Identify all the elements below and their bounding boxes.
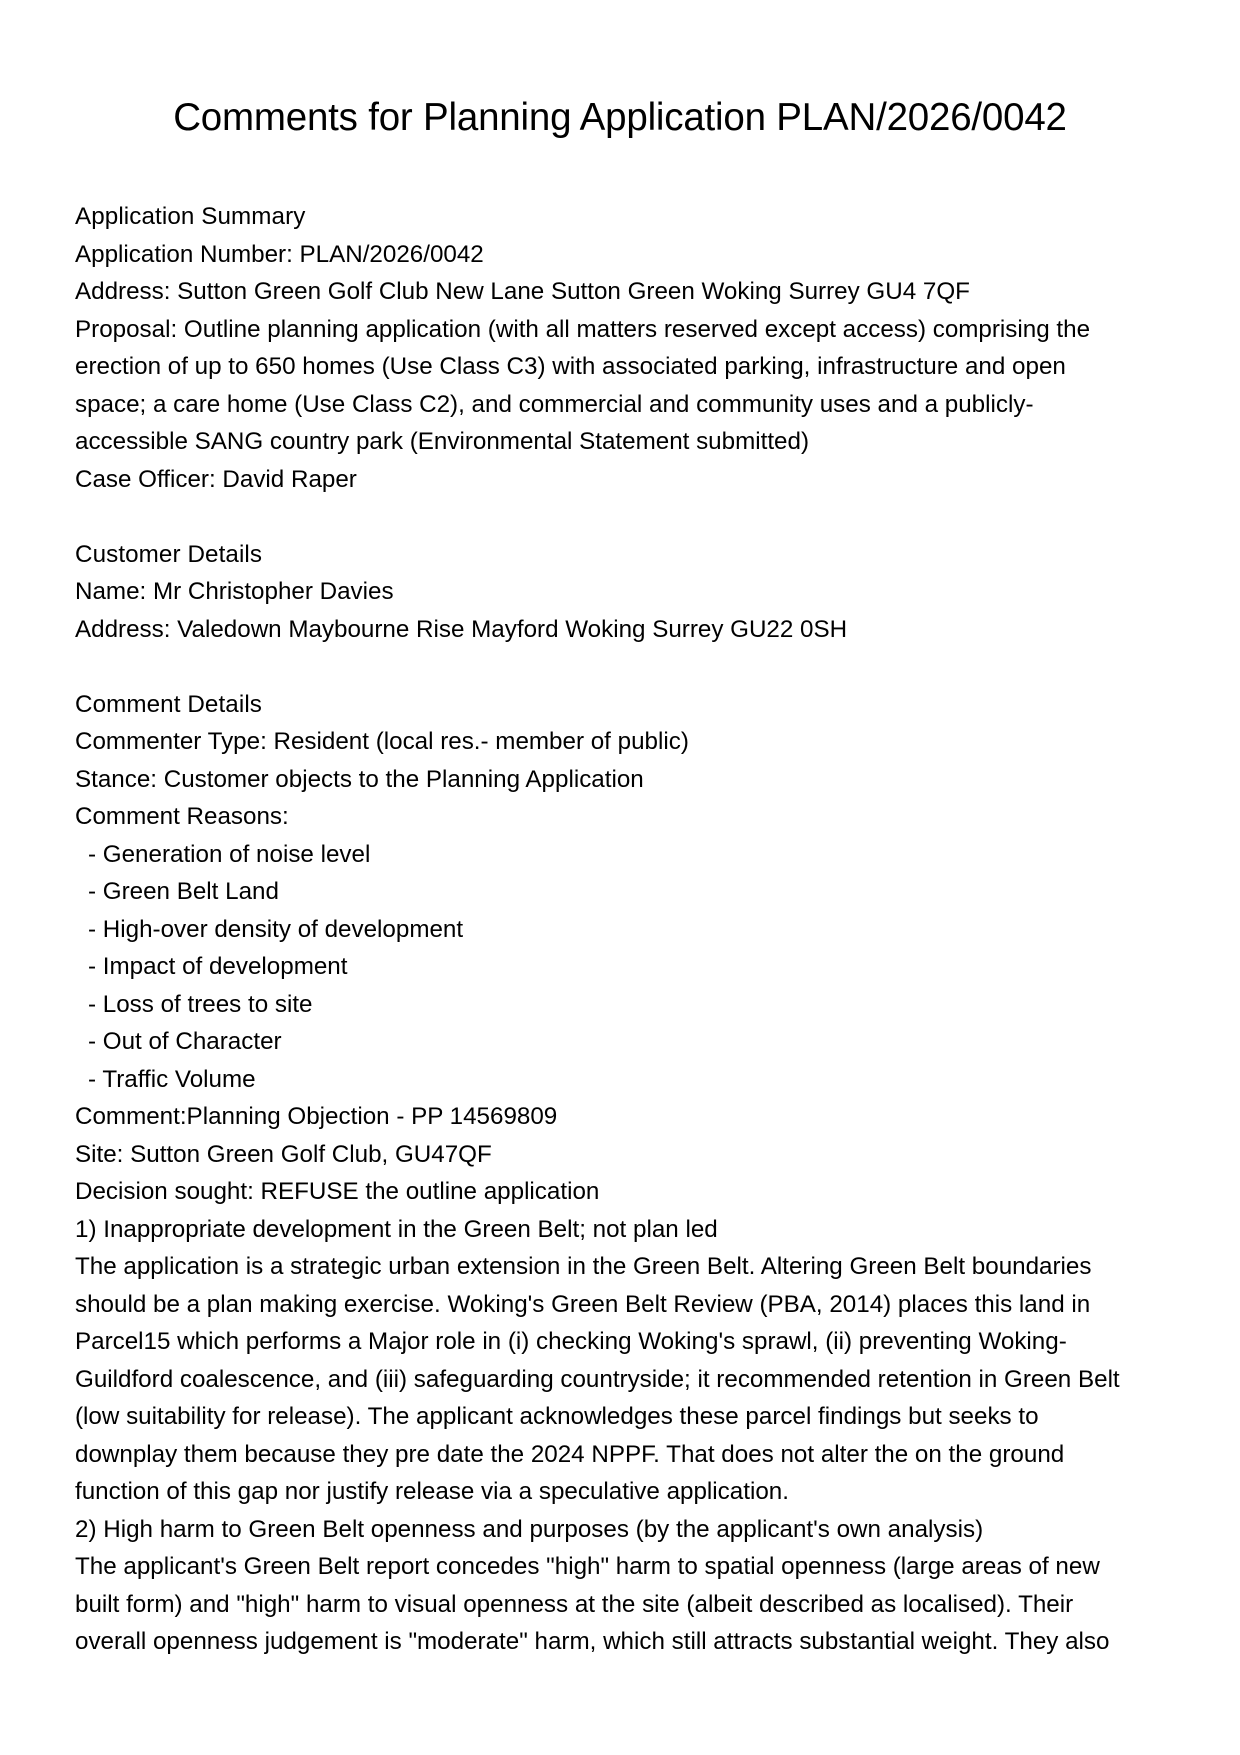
application-address: Address: Sutton Green Golf Club New Lane Sutton Green Woking Surrey GU4 7QF (75, 278, 970, 305)
comment-details-heading: Comment Details (75, 690, 262, 718)
proposal-line: accessible SANG country park (Environmental Statement submitted) (75, 428, 809, 455)
comment-line: The applicant's Green Belt report concedes "high" harm to spatial openness (large areas of new (75, 1553, 1100, 1580)
case-officer: Case Officer: David Raper (75, 465, 357, 493)
comment-reason-item: - Traffic Volume (88, 1065, 256, 1093)
commenter-type: Commenter Type: Resident (local res.- member of public) (75, 728, 689, 755)
proposal-line: Proposal: Outline planning application (with all matters reserved except access) comprising the (75, 315, 1091, 343)
customer-details-section (75, 536, 1175, 649)
spacer (75, 648, 1175, 686)
application-summary-heading: Application Summary (75, 203, 306, 230)
comment-line: Parcel15 which performs a Major role in (i) checking Woking's sprawl, (ii) preventing Woking- (75, 1328, 1067, 1355)
comment-line: Guildford coalescence, and (iii) safeguarding countryside; it recommended retention in Green Belt (75, 1365, 1120, 1393)
comment-line: The application is a strategic urban extension in the Green Belt. Altering Green Belt boundaries (75, 1253, 1092, 1280)
proposal-line: space; a care home (Use Class C2), and commercial and community uses and a publicly- (75, 390, 1034, 418)
comment-details-section (75, 686, 1175, 1661)
comment-line: Decision sought: REFUSE the outline application (75, 1178, 600, 1205)
page-title: Comments for Planning Application PLAN/2026/0042 (173, 96, 1067, 139)
customer-details-heading: Customer Details (75, 540, 263, 568)
comment-line: built form) and "high" harm to visual openness at the site (albeit described as localised). Their (75, 1590, 1074, 1618)
comment-reason-item: - Loss of trees to site (88, 990, 313, 1018)
customer-address: Address: Valedown Maybourne Rise Mayford Woking Surrey GU22 0SH (75, 615, 848, 643)
comment-line: function of this gap nor justify release via a speculative application. (75, 1478, 789, 1505)
comment-reason-item: - Impact of development (88, 953, 348, 980)
comment-line: Comment:Planning Objection - PP 14569809 (75, 1103, 558, 1130)
proposal-line: erection of up to 650 homes (Use Class C3) with associated parking, infrastructure and open (75, 353, 1066, 380)
comment-reason-item: - Generation of noise level (88, 840, 371, 868)
comment-reason-item: - Out of Character (88, 1028, 282, 1055)
comment-line: Site: Sutton Green Golf Club, GU47QF (75, 1140, 492, 1168)
document-body (75, 198, 1175, 1661)
comment-line: 2) High harm to Green Belt openness and purposes (by the applicant's own analysis) (75, 1515, 984, 1543)
stance: Stance: Customer objects to the Planning Application (75, 765, 644, 793)
application-number: Application Number: PLAN/2026/0042 (75, 240, 484, 268)
customer-name: Name: Mr Christopher Davies (75, 578, 394, 605)
comment-line: (low suitability for release). The applicant acknowledges these parcel findings but seeks to (75, 1403, 1039, 1430)
application-summary-section (75, 198, 1175, 498)
comment-line: should be a plan making exercise. Woking's Green Belt Review (PBA, 2014) places this land in (75, 1290, 1091, 1318)
comment-line: 1) Inappropriate development in the Green Belt; not plan led (75, 1215, 718, 1243)
comment-reason-item: - High-over density of development (88, 915, 464, 943)
comment-line: overall openness judgement is "moderate" harm, which still attracts substantial weight. They also (75, 1628, 1110, 1655)
comment-line: downplay them because they pre date the 2024 NPPF. That does not alter the on the ground (75, 1440, 1065, 1468)
comment-reason-item: - Green Belt Land (88, 878, 279, 905)
spacer (75, 498, 1175, 536)
comment-reasons-label: Comment Reasons: (75, 803, 289, 830)
